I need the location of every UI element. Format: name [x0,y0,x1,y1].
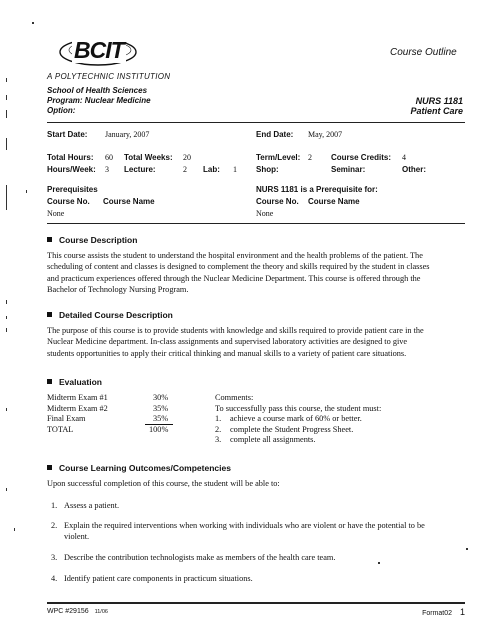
evaluation-item: Final Exam [47,414,86,423]
school-name: School of Health Sciences [47,86,148,95]
course-name: Patient Care [410,106,463,116]
comment-item: 2. complete the Student Progress Sheet. [215,424,354,434]
course-credits-label: Course Credits: [331,153,392,162]
prereq-value: None [47,209,65,218]
prerequisite-for-title: NURS 1181 is a Prerequisite for: [256,185,378,194]
start-date-value: January, 2007 [105,130,150,139]
total-weeks-label: Total Weeks: [124,153,173,162]
evaluation-table [47,392,187,434]
bullet-square-icon [47,465,52,470]
lecture-value: 2 [183,165,187,174]
evaluation-row [47,403,187,414]
outcome-item: 3. Describe the contribution technologists make as members of the health care team. [51,553,336,562]
end-date-value: May, 2007 [308,130,343,139]
course-description-heading [47,235,137,245]
comment-item: 1. achieve a course mark of 60% or better. [215,414,362,423]
scan-mark [14,528,15,531]
scan-mark [6,138,7,150]
evaluation-title: Evaluation [59,377,102,387]
program-name: Program: Nuclear Medicine [47,96,151,105]
outcomes-title: Course Learning Outcomes/Competencies [59,463,231,473]
comments-label: Comments: [215,393,254,402]
text-line: Bachelor of Technology Nursing Program. [47,284,189,294]
start-date-label: Start Date: [47,130,88,139]
other-label: Other: [402,165,426,174]
term-level-value: 2 [308,153,312,162]
evaluation-item: Midterm Exam #1 [47,393,108,402]
evaluation-pct: 100% [149,424,169,434]
comment-item: 3. complete all assignments. [215,435,316,444]
detailed-description-heading [47,310,173,320]
divider [47,223,465,224]
evaluation-row [47,424,187,435]
evaluation-row [47,413,187,424]
prerequisites-title: Prerequisites [47,185,98,194]
total-hours-label: Total Hours: [47,153,94,162]
scan-mark [6,488,7,491]
detailed-description-text [47,325,467,359]
prereq-for-course-name-header: Course Name [308,197,360,206]
doc-title: Course Outline [390,47,457,58]
lab-label: Lab: [203,165,220,174]
evaluation-pct: 35% [153,403,169,413]
text-line: students opportunities to apply their critical thinking and manual skills to a variety of patient care situations. [47,348,407,358]
scan-mark [6,408,7,411]
scan-mark [6,185,7,210]
prereq-for-course-no-header: Course No. [256,197,299,206]
scan-mark [6,316,7,319]
lab-value: 1 [233,165,237,174]
evaluation-pct: 35% [153,414,169,423]
course-description-text [47,250,467,295]
evaluation-row [47,392,187,403]
prereq-course-no-header: Course No. [47,197,90,206]
evaluation-heading [47,377,102,387]
comments-intro: To successfully pass this course, the student must: [215,403,382,413]
bullet-square-icon [47,312,52,317]
outcome-item: 2. Explain the required interventions when working with individuals who are violent or have the potential to be violent. [51,521,425,542]
text-line: and practicum experiences offered through the Nuclear Medicine Department. This course is offered through the [47,273,421,283]
hours-week-label: Hours/Week: [47,165,96,174]
lecture-label: Lecture: [124,165,156,174]
course-description-title: Course Description [59,235,138,245]
scan-mark [32,22,34,24]
scan-mark [6,328,7,332]
bullet-square-icon [47,379,52,384]
evaluation-pct: 30% [153,393,169,402]
detailed-description-title: Detailed Course Description [59,310,173,320]
evaluation-item: TOTAL [47,424,74,434]
shop-label: Shop: [256,165,279,174]
prereq-course-name-header: Course Name [103,197,155,206]
scan-mark [466,548,468,550]
scan-mark [6,95,7,100]
scan-mark [26,190,27,193]
text-line: Nuclear Medicine department. In-class assignments and supervised laboratory activities are designed to give [47,337,408,347]
scan-mark [6,78,7,82]
term-level-label: Term/Level: [256,153,301,162]
option-label: Option: [47,106,76,115]
scan-mark [6,110,7,118]
evaluation-item: Midterm Exam #2 [47,403,108,413]
bcit-logo [58,34,142,68]
outcomes-intro: Upon successful completion of this course, the student will be able to: [47,479,280,488]
evaluation-comments [215,392,455,445]
course-code: NURS 1181 [415,96,463,106]
tagline: A POLYTECHNIC INSTITUTION [47,72,171,81]
text-line: This course assists the student to understand the hospital environment and the health problems of the patient. The [47,251,423,260]
footer-divider [47,602,465,604]
prereq-for-value: None [256,209,274,218]
hours-week-value: 3 [105,165,109,174]
outcome-item: 4. Identify patient care components in practicum situations. [51,574,253,583]
bullet-square-icon [47,237,52,242]
divider [47,122,465,123]
course-credits-value: 4 [402,153,406,162]
logo-text: BCIT [74,37,124,63]
total-weeks-value: 20 [183,153,191,162]
outcome-item: 1. Assess a patient. [51,501,120,510]
outcomes-heading [47,463,231,473]
total-hours-value: 60 [105,153,113,162]
page-footer-right: Format02 1 [422,607,465,617]
seminar-label: Seminar: [331,165,366,174]
scan-mark [6,300,7,304]
text-line: The purpose of this course is to provide students with knowledge and skills required to provide patient care in the [47,326,424,335]
form-code: WPC #29156 11/06 [47,608,108,615]
end-date-label: End Date: [256,130,294,139]
text-line: scheduling of content and classes is designed to complement the theory and skills required by the student in classes [47,262,430,272]
